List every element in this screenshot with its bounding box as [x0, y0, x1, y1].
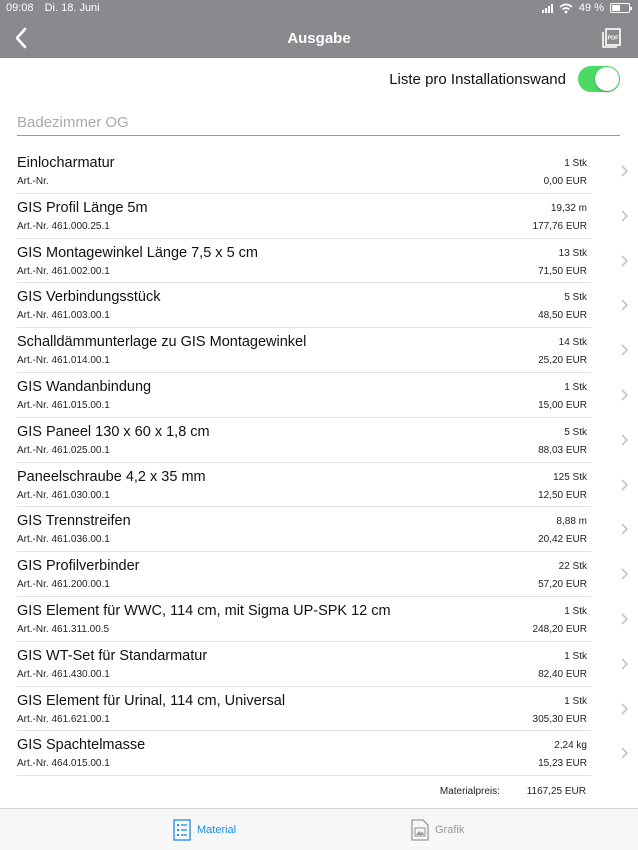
- item-article-number: Art.-Nr. 461.025.00.1: [17, 444, 110, 456]
- item-article-number: Art.-Nr. 461.015.00.1: [17, 399, 110, 411]
- chevron-right-icon: [618, 746, 630, 760]
- item-name: GIS Wandanbindung: [17, 378, 152, 395]
- total-label: Materialpreis:: [439, 786, 500, 797]
- item-quantity: 1 Stk: [564, 650, 587, 662]
- pdf-icon[interactable]: [600, 26, 624, 50]
- item-price: 57,20 EUR: [538, 579, 587, 591]
- page-title: Ausgabe: [287, 30, 351, 47]
- navigation-bar: [0, 18, 638, 58]
- item-article-number: Art.-Nr. 461.003.00.1: [17, 310, 110, 322]
- list-item[interactable]: [17, 373, 591, 418]
- item-name: GIS Profil Länge 5m: [17, 199, 148, 216]
- list-item[interactable]: [17, 507, 591, 552]
- list-item[interactable]: [17, 642, 591, 687]
- chevron-right-icon: [618, 567, 630, 581]
- item-quantity: 22 Stk: [558, 561, 587, 573]
- image-icon: [411, 819, 429, 841]
- item-name: GIS Paneel 130 x 60 x 1,8 cm: [17, 423, 210, 440]
- chevron-right-icon: [618, 612, 630, 626]
- tab-grafik[interactable]: [411, 819, 464, 841]
- item-price: 15,00 EUR: [538, 399, 587, 411]
- battery-percent: 49 %: [578, 2, 604, 14]
- chevron-right-icon: [618, 702, 630, 716]
- item-article-number: Art.-Nr. 461.002.00.1: [17, 265, 110, 277]
- list-item[interactable]: [17, 418, 591, 463]
- tab-material-label: Material: [197, 824, 237, 836]
- status-time: 09:08: [6, 2, 34, 14]
- item-name: Einlocharmatur: [17, 155, 115, 171]
- item-article-number: Art.-Nr. 461.200.00.1: [17, 579, 110, 591]
- list-item[interactable]: [17, 597, 591, 642]
- item-quantity: 1 Stk: [564, 695, 587, 707]
- item-price: 82,40 EUR: [538, 668, 587, 680]
- chevron-right-icon: [618, 254, 630, 268]
- item-price: 48,50 EUR: [538, 310, 587, 322]
- status-date: Di. 18. Juni: [44, 2, 100, 14]
- list-icon: [173, 819, 191, 841]
- item-price: 305,30 EUR: [532, 713, 587, 725]
- list-item[interactable]: [17, 239, 591, 284]
- list-item[interactable]: [17, 194, 591, 239]
- list-item[interactable]: [17, 463, 591, 508]
- battery-icon: [610, 3, 630, 13]
- item-price: 12,50 EUR: [538, 489, 587, 501]
- item-name: GIS Profilverbinder: [17, 558, 140, 575]
- toggle-label: Liste pro Installationswand: [389, 70, 566, 88]
- chevron-right-icon: [618, 433, 630, 447]
- chevron-right-icon: [618, 209, 630, 223]
- room-name-input[interactable]: [17, 110, 620, 136]
- item-price: 25,20 EUR: [538, 355, 587, 367]
- item-name: GIS Element für WWC, 114 cm, mit Sigma UP-SPK 12 cm: [17, 602, 391, 619]
- item-name: GIS Verbindungsstück: [17, 289, 161, 306]
- list-item[interactable]: [17, 552, 591, 597]
- item-article-number: Art.-Nr.: [17, 176, 49, 187]
- item-quantity: 2,24 kg: [554, 740, 587, 752]
- svg-text:PDF: PDF: [607, 35, 619, 42]
- list-item[interactable]: [17, 283, 591, 328]
- wifi-icon: [559, 3, 573, 14]
- list-item[interactable]: [17, 149, 591, 194]
- item-article-number: Art.-Nr. 461.621.00.1: [17, 713, 110, 725]
- material-list: [0, 149, 638, 776]
- item-name: GIS Trennstreifen: [17, 513, 131, 530]
- item-article-number: Art.-Nr. 461.311.00.5: [17, 623, 110, 635]
- item-price: 88,03 EUR: [538, 444, 587, 456]
- signal-icon: [542, 3, 553, 13]
- tab-grafik-label: Grafik: [435, 824, 465, 836]
- item-quantity: 8,88 m: [556, 516, 587, 528]
- item-price: 20,42 EUR: [538, 534, 587, 546]
- item-quantity: 13 Stk: [558, 247, 587, 259]
- item-quantity: 14 Stk: [558, 337, 587, 349]
- item-name: GIS Spachtelmasse: [17, 737, 146, 754]
- item-quantity: 1 Stk: [564, 158, 587, 169]
- item-quantity: 5 Stk: [564, 292, 587, 304]
- item-article-number: Art.-Nr. 461.014.00.1: [17, 355, 110, 367]
- item-name: Paneelschraube 4,2 x 35 mm: [17, 468, 206, 485]
- item-article-number: Art.-Nr. 461.000.25.1: [17, 220, 110, 232]
- chevron-right-icon: [618, 298, 630, 312]
- item-quantity: 1 Stk: [564, 605, 587, 617]
- item-name: GIS Element für Urinal, 114 cm, Universal: [17, 692, 286, 709]
- item-quantity: 1 Stk: [564, 381, 587, 393]
- list-item[interactable]: [17, 328, 591, 373]
- tab-bar: [0, 808, 638, 850]
- item-article-number: Art.-Nr. 461.036.00.1: [17, 534, 110, 546]
- item-name: Schalldämmunterlage zu GIS Montagewinkel: [17, 334, 307, 351]
- item-price: 15,23 EUR: [538, 758, 587, 770]
- list-item[interactable]: [17, 731, 591, 776]
- item-name: GIS Montagewinkel Länge 7,5 x 5 cm: [17, 244, 258, 261]
- list-per-wall-toggle[interactable]: [578, 66, 620, 92]
- chevron-right-icon: [618, 657, 630, 671]
- item-price: 248,20 EUR: [532, 623, 587, 635]
- chevron-right-icon: [618, 164, 630, 178]
- toggle-row: [389, 64, 620, 94]
- item-price: 71,50 EUR: [538, 265, 587, 277]
- item-article-number: Art.-Nr. 464.015.00.1: [17, 758, 110, 770]
- tab-material[interactable]: [173, 819, 236, 841]
- item-article-number: Art.-Nr. 461.430.00.1: [17, 668, 110, 680]
- item-article-number: Art.-Nr. 461.030.00.1: [17, 489, 110, 501]
- chevron-right-icon: [618, 478, 630, 492]
- item-price: 177,76 EUR: [532, 220, 587, 232]
- chevron-right-icon: [618, 388, 630, 402]
- status-bar: [0, 0, 638, 18]
- chevron-right-icon: [618, 522, 630, 536]
- item-quantity: 19,32 m: [550, 202, 587, 214]
- item-price: 0,00 EUR: [543, 176, 587, 187]
- item-quantity: 125 Stk: [553, 471, 587, 483]
- item-name: GIS WT-Set für Standarmatur: [17, 647, 208, 664]
- list-item[interactable]: [17, 687, 591, 732]
- item-quantity: 5 Stk: [564, 426, 587, 438]
- material-total: [440, 786, 586, 797]
- chevron-right-icon: [618, 343, 630, 357]
- total-value: 1167,25 EUR: [526, 786, 586, 797]
